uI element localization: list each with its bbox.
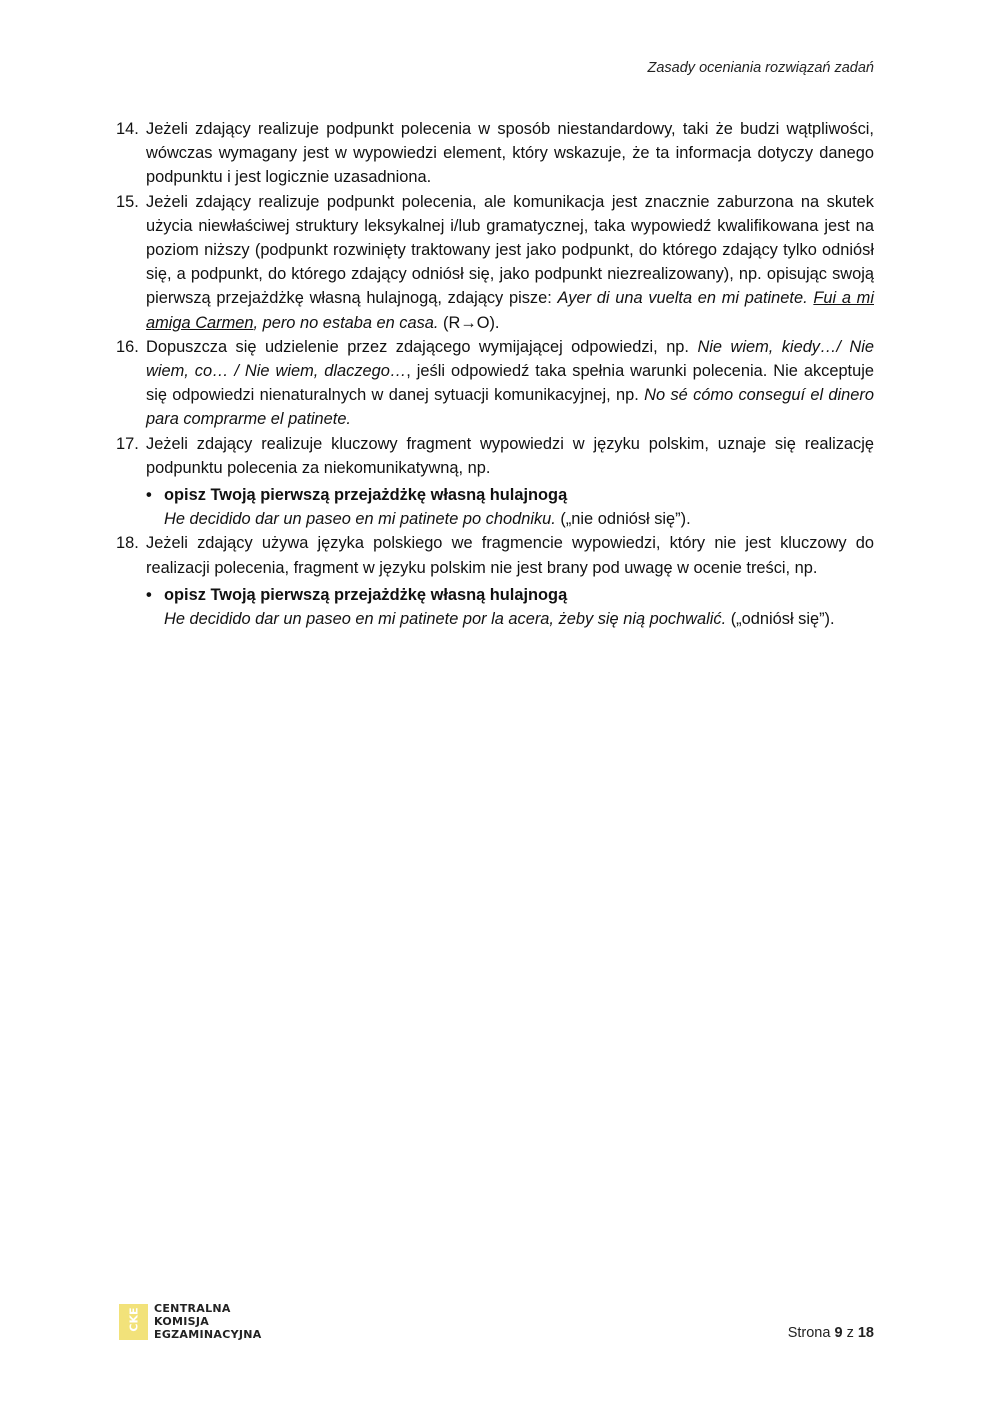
cke-logo-mark xyxy=(119,1304,148,1340)
page-total: 18 xyxy=(857,1325,874,1341)
bullet-icon: • xyxy=(146,486,152,505)
logo-line: KOMISJA xyxy=(154,1315,210,1328)
task-prompt: opisz Twoją pierwszą przejażdżkę własną hulajnogą xyxy=(164,486,568,505)
rule-text: Jeżeli zdający używa języka polskiego we fragmencie wypowiedzi, który nie jest kluczowy do realizacji polecenia, fragment w języku polskim nie jest brany pod uwagę w ocenie treści, np. xyxy=(146,534,874,577)
example-text: He decidido dar un paseo en mi patinete por la acera, żeby się nią pochwalić. xyxy=(164,610,727,629)
rule-number: 17. xyxy=(116,434,139,453)
example-text: , pero no estaba en casa. xyxy=(253,313,439,332)
cke-logo-text xyxy=(154,1302,262,1341)
task-prompt: opisz Twoją pierwszą przejażdżkę własną hulajnogą xyxy=(164,585,568,604)
page-current: 9 xyxy=(834,1325,843,1341)
verdict-text: („nie odniósł się”). xyxy=(555,510,691,529)
example-underlined: Fui a mi amiga Carmen xyxy=(146,289,874,332)
logo-line: EGZAMINACYJNA xyxy=(154,1328,262,1341)
rule-16 xyxy=(116,335,874,432)
rule-14 xyxy=(116,117,874,190)
example-block xyxy=(146,483,874,531)
rule-text: Jeżeli zdający realizuje kluczowy fragment wypowiedzi w języku polskim, uznaje się realizację podpunktu polecenia za niekomunikatywną, np. xyxy=(146,434,874,477)
example-block xyxy=(146,583,874,631)
bullet-icon: • xyxy=(146,585,152,604)
rules-list xyxy=(116,117,874,631)
rule-number: 14. xyxy=(116,120,139,138)
rule-18 xyxy=(116,531,874,631)
rule-text: Jeżeli zdający realizuje podpunkt polecenia, ale komunikacja jest znacznie zaburzona na skutek użycia niewłaściwej struktury leksykalnej i/lub gramatycznej, taka wypowiedź kwalifikowana jest na poziom niższy (podpunkt rozwinięty traktowany jest jako podpunkt, do którego zdający tylko odniósł się, a podpunkt, do którego zdający odniósł się, jako podpunkt niezrealizowany), np. opisując swoją pierwszą przejażdżkę własną hulajnogą, zdający pisze: xyxy=(146,192,874,308)
example-text: Ayer di una vuelta en mi patinete. xyxy=(557,289,814,308)
rule-number: 18. xyxy=(116,534,139,553)
level-marker: (R→O). xyxy=(438,313,500,332)
page-prefix: Strona xyxy=(787,1325,835,1341)
verdict-text: („odniósł się”). xyxy=(726,610,835,629)
page-number xyxy=(788,1325,874,1341)
rule-15 xyxy=(116,190,874,335)
example-text: Nie wiem, kiedy…/ Nie wiem, co… / Nie wiem, dlaczego… xyxy=(146,337,874,381)
cke-logo xyxy=(119,1302,262,1341)
rule-number: 15. xyxy=(116,192,139,211)
running-title: Zasady oceniania rozwiązań zadań xyxy=(647,60,874,76)
logo-line: CENTRALNA xyxy=(154,1302,231,1315)
page-separator: z xyxy=(842,1325,858,1341)
cke-logo-mark-text: CKE xyxy=(127,1306,141,1332)
rule-text: , jeśli odpowiedź taka spełnia warunki polecenia. Nie akceptuje się odpowiedzi nienaturalnych w danej sytuacji komunikacyjnej, np. xyxy=(146,362,874,405)
rule-text: Jeżeli zdający realizuje podpunkt polecenia w sposób niestandardowy, taki że budzi wątpliwości, wówczas wymagany jest w wypowiedzi element, który wskazuje, że ta informacja dotyczy danego podpunktu i jest logicznie uzasadniona. xyxy=(146,120,874,187)
example-text: He decidido dar un paseo en mi patinete po chodniku. xyxy=(164,510,556,529)
rule-number: 16. xyxy=(116,337,139,356)
scoring-rules xyxy=(116,117,874,631)
rule-text: Dopuszcza się udzielenie przez zdającego wymijającej odpowiedzi, np. xyxy=(146,337,698,356)
example-text: No sé cómo conseguí el dinero para comprarme el patinete. xyxy=(146,386,874,429)
rule-17 xyxy=(116,432,874,532)
